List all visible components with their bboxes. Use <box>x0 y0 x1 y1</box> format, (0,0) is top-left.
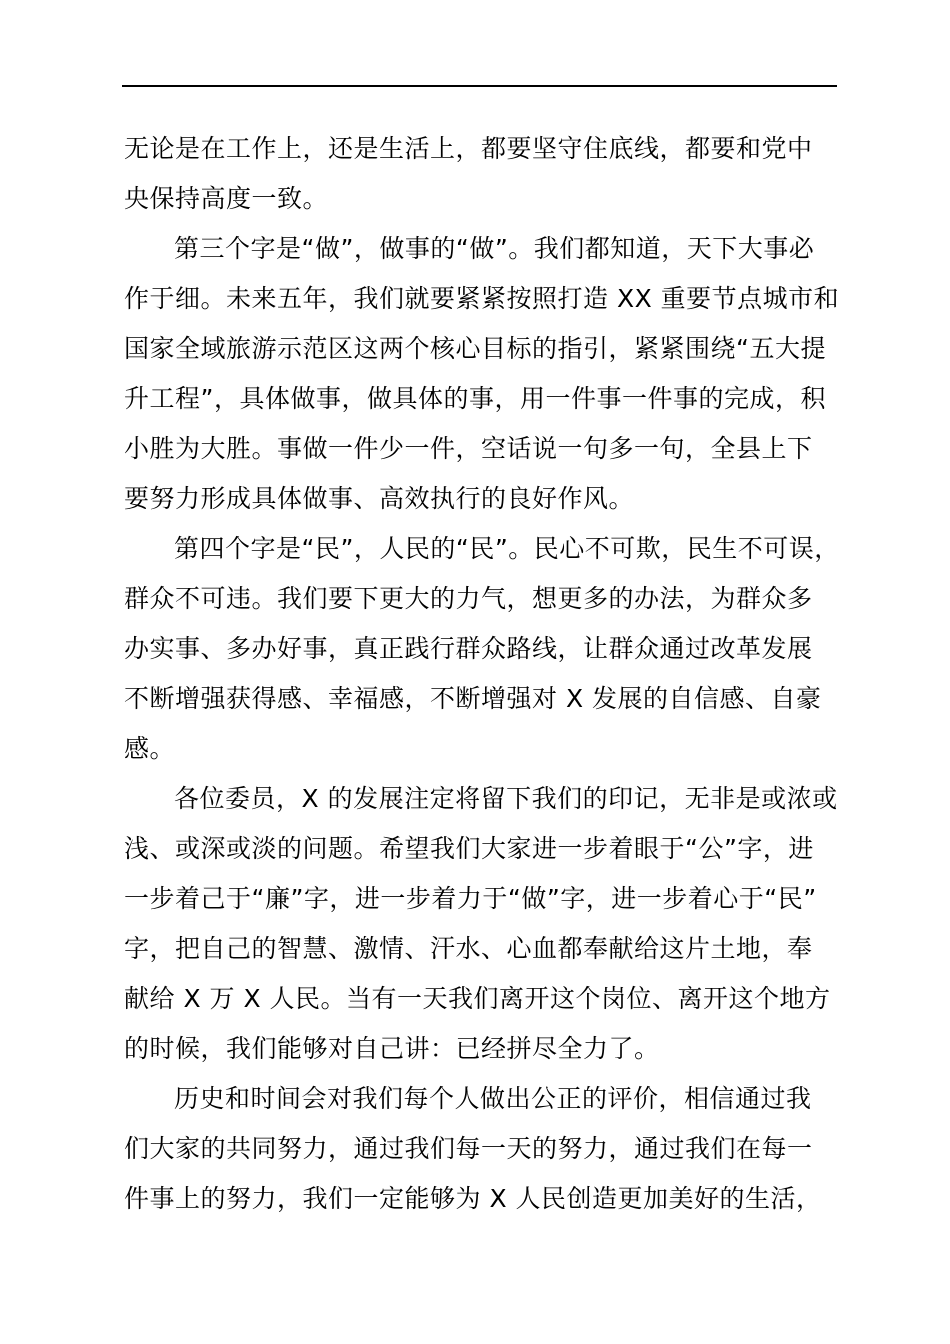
text-line: 感。 <box>124 734 176 763</box>
text-line: 浅、或深或淡的问题。希望我们大家进一步着眼于“公”字，进 <box>124 834 814 863</box>
text-line: 办实事、多办好事，真正践行群众路线，让群众通过改革发展 <box>124 634 813 663</box>
text-line: 小胜为大胜。事做一件少一件，空话说一句多一句，全县上下 <box>124 434 813 463</box>
text-line: 献给 X 万 X 人民。当有一天我们离开这个岗位、离开这个地方 <box>124 984 831 1013</box>
paragraph-start-line: 第四个字是“民”，人民的“民”。民心不可欺，民生不可误， <box>174 534 840 563</box>
header-rule <box>122 85 837 87</box>
text-line: 一步着己于“廉”字，进一步着力于“做”字，进一步着心于“民” <box>124 884 817 913</box>
text-line: 件事上的努力，我们一定能够为 X 人民创造更加美好的生活， <box>124 1184 822 1213</box>
paragraph-start-line: 第三个字是“做”，做事的“做”。我们都知道，天下大事必 <box>174 234 815 263</box>
text-line: 们大家的共同努力，通过我们每一天的努力，通过我们在每一 <box>124 1134 813 1163</box>
text-line: 无论是在工作上，还是生活上，都要坚守住底线，都要和党中 <box>124 134 813 163</box>
text-line: 作于细。未来五年，我们就要紧紧按照打造 XX 重要节点城市和 <box>124 284 840 313</box>
text-line: 国家全域旅游示范区这两个核心目标的指引，紧紧围绕“五大提 <box>124 334 826 363</box>
text-line: 升工程”，具体做事，做具体的事，用一件事一件事的完成，积 <box>124 384 826 413</box>
text-line: 要努力形成具体做事、高效执行的良好作风。 <box>124 484 635 513</box>
paragraph-start-line: 历史和时间会对我们每个人做出公正的评价，相信通过我 <box>174 1084 812 1113</box>
text-line: 不断增强获得感、幸福感，不断增强对 X 发展的自信感、自豪 <box>124 684 822 713</box>
document-body <box>124 124 840 1224</box>
text-line: 央保持高度一致。 <box>124 184 329 213</box>
text-line: 字，把自己的智慧、激情、汗水、心血都奉献给这片土地，奉 <box>124 934 813 963</box>
text-line: 的时候，我们能够对自己讲：已经拼尽全力了。 <box>124 1034 660 1063</box>
paragraph-start-line: 各位委员，X 的发展注定将留下我们的印记，无非是或浓或 <box>174 784 838 813</box>
text-line: 群众不可违。我们要下更大的力气，想更多的办法，为群众多 <box>124 584 813 613</box>
